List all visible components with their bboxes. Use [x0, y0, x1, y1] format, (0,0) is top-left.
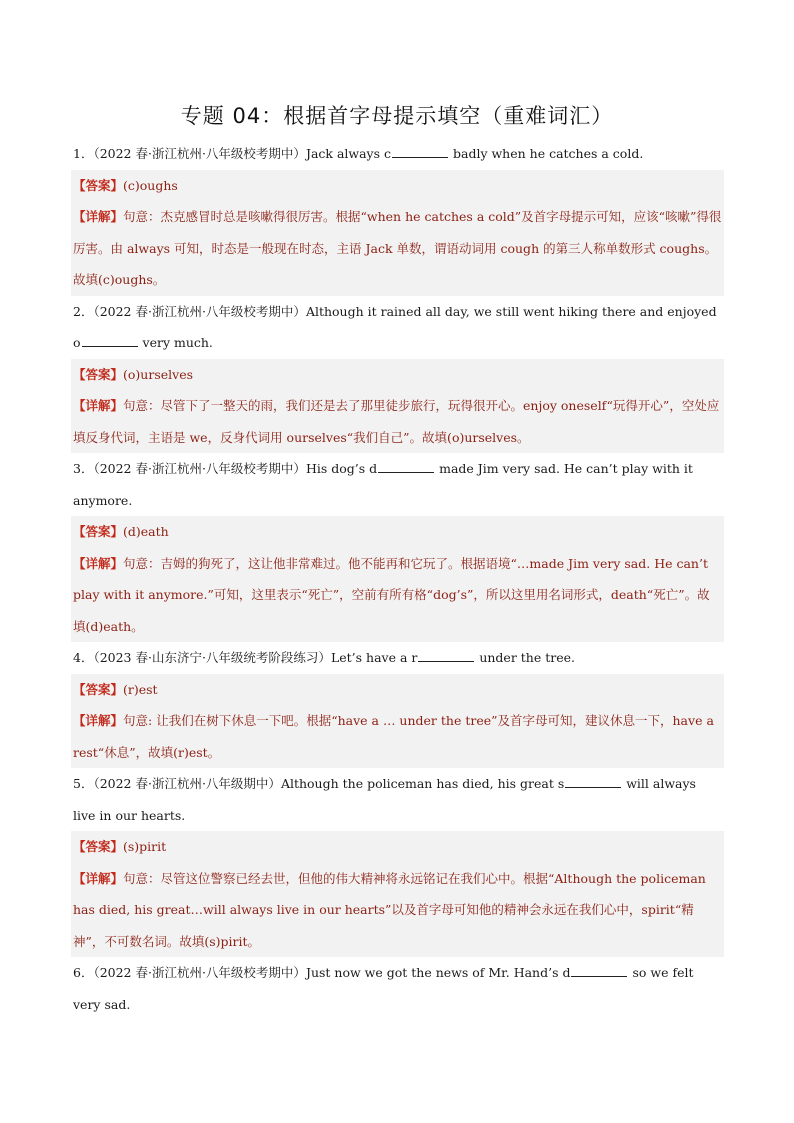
question-number: 3．: [73, 461, 94, 476]
question-number: 5．: [73, 776, 94, 791]
answer-label: 【答案】: [73, 524, 124, 539]
answer-text: (r)est: [123, 681, 158, 697]
answer-label: 【答案】: [73, 366, 124, 382]
answer-text: (d)eath: [123, 524, 169, 539]
answer-blank: [392, 147, 448, 158]
question-text: [71, 768, 724, 831]
question-stem-end: very much.: [138, 335, 213, 350]
answer-label: 【答案】: [73, 681, 124, 697]
question-item: [71, 138, 724, 296]
question-item: [71, 453, 724, 642]
detail-label: 【详解】: [73, 209, 124, 224]
answer-label: 【答案】: [73, 177, 124, 193]
question-stem-end: so we felt very sad.: [73, 965, 694, 1012]
answer-blank: [418, 651, 474, 662]
detail-label: 【详解】: [73, 555, 124, 571]
question-stem-start: Jack always c: [305, 146, 392, 161]
question-stem-start: Just now we got the news of Mr. Hand’s d: [305, 965, 571, 980]
question-item: [71, 957, 724, 1020]
answer-block: [71, 170, 724, 296]
detail-label: 【详解】: [73, 870, 124, 886]
detail-text: 句意：吉姆的狗死了，这让他非常难过。他不能再和它玩了。根据语境“…made Jim very sad. He can’t play with it anymore.”可知，这里表示“死亡”，空前有所有格“dog’s”，所以这里用名词形式，death“死亡”。故填(d)eath。: [73, 555, 710, 634]
question-stem-end: under the tree.: [475, 650, 575, 665]
detail-text: 句意：尽管下了一整天的雨，我们还是去了那里徒步旅行，玩得很开心。enjoy oneself“玩得开心”，空处应填反身代词，主语是 we，反身代词用 ourselves“我们自己”。故填(o)urselves。: [73, 398, 720, 445]
question-list: [71, 138, 724, 1020]
question-number: 6．: [73, 965, 94, 980]
detail-label: 【详解】: [73, 398, 124, 413]
question-text: [71, 642, 724, 674]
question-number: 1．: [73, 146, 94, 161]
answer-block: [71, 674, 724, 769]
detail-text: 句意: 让我们在树下休息一下吧。根据“have a … under the tree”及首字母可知，建议休息一下，have a rest“休息”，故填(r)est。: [73, 713, 714, 760]
answer-blank: [378, 462, 434, 473]
question-text: [71, 296, 724, 359]
question-source: （2022 春·浙江杭州·八年级校考期中）: [93, 461, 306, 476]
question-number: 4．: [73, 650, 94, 665]
question-source: （2022 春·浙江杭州·八年级校考期中）: [93, 303, 306, 319]
answer-blank: [82, 336, 138, 347]
question-stem-start: Although the policeman has died, his great s: [280, 776, 565, 791]
answer-block: [71, 516, 724, 642]
question-text: [71, 957, 724, 1020]
question-stem-start: Let’s have a r: [330, 650, 418, 665]
answer-block: [71, 359, 724, 454]
question-stem-end: made Jim very sad. He can’t play with it anymore.: [73, 461, 693, 508]
question-source: （2022 春·浙江杭州·八年级期中）: [93, 776, 281, 791]
question-stem-start: Although it rained all day, we still went hiking there and enjoyed o: [73, 303, 717, 350]
answer-text: (c)oughs: [123, 177, 178, 193]
question-source: （2022 春·浙江杭州·八年级校考期中）: [93, 146, 306, 161]
question-text: [71, 453, 724, 516]
question-source: （2022 春·浙江杭州·八年级校考期中）: [93, 965, 306, 980]
answer-text: (o)urselves: [123, 366, 194, 382]
question-stem-start: His dog’s d: [305, 461, 378, 476]
detail-text: 句意：尽管这位警察已经去世，但他的伟大精神将永远铭记在我们心中。根据“Although the policeman has died, his great…will always live in our hearts”以及首字母可知他的精神会永远在我们心中，spirit“精神”，不可数名词。故填(s)pirit。: [73, 870, 706, 949]
question-stem-end: badly when he catches a cold.: [449, 146, 644, 161]
detail-text: 句意：杰克感冒时总是咳嗽得很厉害。根据“when he catches a cold”及首字母提示可知，应该“咳嗽”得很厉害。由 always 可知，时态是一般现在时态，主语 Jack 单数，谓语动词用 cough 的第三人称单数形式 coughs。故填(c)oughs。: [73, 209, 722, 287]
answer-blank: [571, 966, 627, 977]
question-source: （2023 春·山东济宁·八年级统考阶段练习）: [93, 650, 331, 665]
question-item: [71, 642, 724, 768]
page-title: 专题 04：根据首字母提示填空（重难词汇）: [180, 104, 614, 128]
answer-label: 【答案】: [73, 839, 124, 854]
answer-text: (s)pirit: [123, 839, 167, 854]
question-text: [71, 138, 724, 170]
question-number: 2．: [73, 303, 94, 319]
detail-label: 【详解】: [73, 713, 124, 728]
question-stem-end: will always live in our hearts.: [73, 776, 696, 823]
answer-blank: [565, 777, 621, 788]
question-item: [71, 768, 724, 957]
question-item: [71, 296, 724, 454]
answer-block: [71, 831, 724, 957]
